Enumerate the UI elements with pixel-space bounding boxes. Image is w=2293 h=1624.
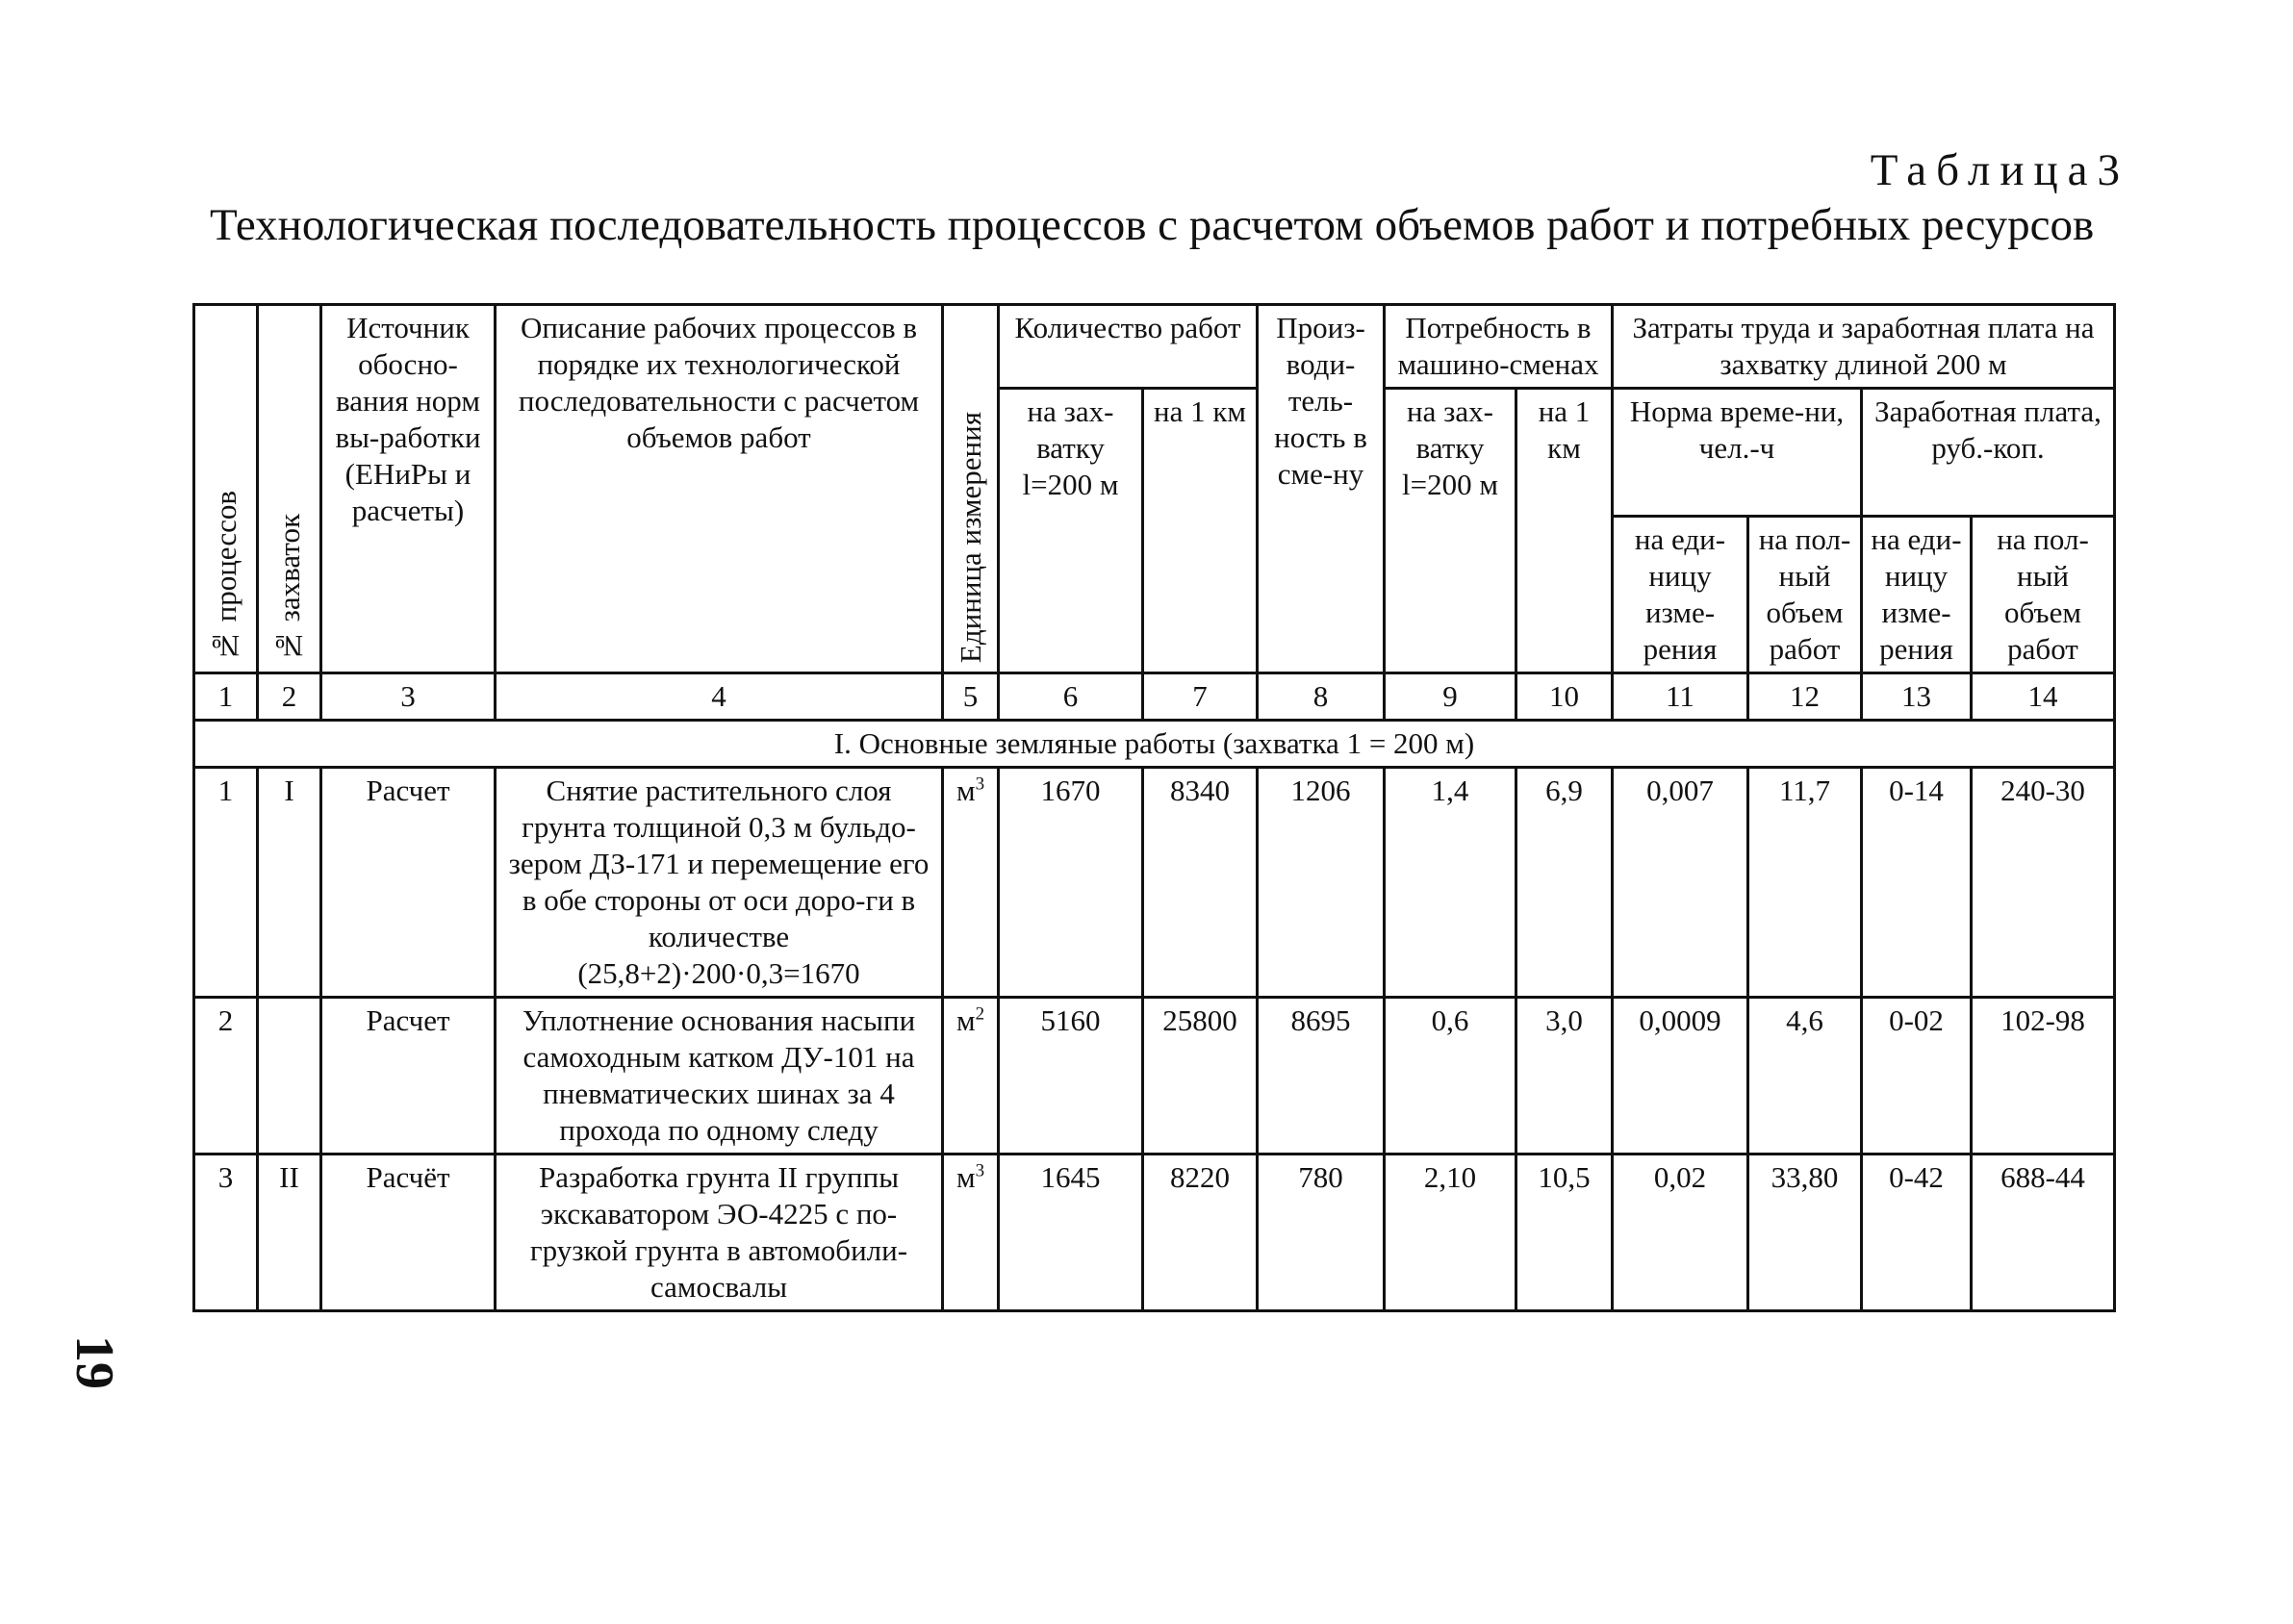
process-number: 1 <box>194 768 258 998</box>
productivity: 1206 <box>1258 768 1385 998</box>
norm-total: 11,7 <box>1748 768 1862 998</box>
process-number: 3 <box>194 1155 258 1311</box>
column-number: 1 <box>194 673 258 721</box>
table-row <box>194 998 2115 1155</box>
productivity: 8695 <box>1258 998 1385 1155</box>
header-machine-km: на 1 км <box>1516 389 1613 673</box>
page-number: 19 <box>64 1335 124 1389</box>
header-quantity-group: Количество работ <box>999 305 1258 389</box>
column-number: 8 <box>1258 673 1385 721</box>
source: Расчет <box>321 768 496 998</box>
column-number: 5 <box>943 673 999 721</box>
unit-exponent: 2 <box>975 1003 985 1025</box>
header-wage-group: Заработная плата, руб.-коп. <box>1862 389 2115 517</box>
header-productivity: Произ-води-тель-ность в сме-ну <box>1258 305 1385 673</box>
wage-unit: 0-14 <box>1862 768 1972 998</box>
unit-exponent: 3 <box>975 1160 985 1181</box>
productivity: 780 <box>1258 1155 1385 1311</box>
header-norm-total: на пол-ный объем работ <box>1748 517 1862 673</box>
header-machine-grip: на зах-ватку l=200 м <box>1385 389 1516 673</box>
section-title: I. Основные земляные работы (захватка 1 = 200 м) <box>194 721 2115 768</box>
column-number: 14 <box>1972 673 2115 721</box>
unit: $м^3$ <box>943 1155 999 1311</box>
header-labor-group: Затраты труда и заработная плата на захватку длиной 200 м <box>1613 305 2115 389</box>
document-title: Технологическая последовательность процессов с расчетом объемов работ и потребных ресурсов <box>210 200 2095 250</box>
description-text: Уплотнение основания насыпи самоходным катком ДУ-101 на пневматических шинах за 4 прохода по одному следу <box>522 1003 916 1147</box>
unit: $м^2$ <box>943 998 999 1155</box>
column-number: 12 <box>1748 673 1862 721</box>
column-number: 3 <box>321 673 496 721</box>
description <box>496 768 943 998</box>
machine-grip: 1,4 <box>1385 768 1516 998</box>
qty-grip: 1670 <box>999 768 1143 998</box>
description-formula: (25,8+2)·200·0,3=1670 <box>577 956 860 990</box>
header-unit: Единица измерения <box>943 305 999 673</box>
header-qty-km: на 1 км <box>1143 389 1258 673</box>
norm-total: 33,80 <box>1748 1155 1862 1311</box>
machine-grip: 0,6 <box>1385 998 1516 1155</box>
header-wage-total: на пол-ный объем работ <box>1972 517 2115 673</box>
qty-grip: 1645 <box>999 1155 1143 1311</box>
header-description: Описание рабочих процессов в порядке их технологической последовательности с расчетом объемов работ <box>496 305 943 673</box>
column-number: 6 <box>999 673 1143 721</box>
header-grip-number: № захваток <box>258 305 321 673</box>
grip-number <box>258 998 321 1155</box>
process-number: 2 <box>194 998 258 1155</box>
grip-number: II <box>258 1155 321 1311</box>
header-source: Источник обосно-вания норм вы-работки (ЕНиРы и расчеты) <box>321 305 496 673</box>
table-row <box>194 768 2115 998</box>
description-text: Разработка грунта II группы экскаватором ЭО-4225 с по-грузкой грунта в автомобили-самосвалы <box>529 1160 908 1304</box>
header-norm-group: Норма време-ни, чел.-ч <box>1613 389 1862 517</box>
qty-km: 8220 <box>1143 1155 1258 1311</box>
unit-exponent: 3 <box>975 774 985 795</box>
wage-total: 688-44 <box>1972 1155 2115 1311</box>
wage-unit: 0-42 <box>1862 1155 1972 1311</box>
norm-unit: 0,007 <box>1613 768 1748 998</box>
column-number: 4 <box>496 673 943 721</box>
wage-total: 102-98 <box>1972 998 2115 1155</box>
table-label: Таблица3 <box>1870 145 2129 195</box>
description <box>496 1155 943 1311</box>
column-number: 10 <box>1516 673 1613 721</box>
header-norm-unit: на еди-ницу изме-рения <box>1613 517 1748 673</box>
wage-total: 240-30 <box>1972 768 2115 998</box>
column-number: 7 <box>1143 673 1258 721</box>
norm-unit: 0,0009 <box>1613 998 1748 1155</box>
header-machine-group: Потребность в машино-сменах <box>1385 305 1613 389</box>
machine-grip: 2,10 <box>1385 1155 1516 1311</box>
wage-unit: 0-02 <box>1862 998 1972 1155</box>
unit: $м^3$ <box>943 768 999 998</box>
section-row <box>194 721 2115 768</box>
source: Расчет <box>321 998 496 1155</box>
qty-km: 8340 <box>1143 768 1258 998</box>
header-process-number: № процессов <box>194 305 258 673</box>
machine-km: 6,9 <box>1516 768 1613 998</box>
qty-km: 25800 <box>1143 998 1258 1155</box>
grip-number: I <box>258 768 321 998</box>
table-row <box>194 1155 2115 1311</box>
norm-unit: 0,02 <box>1613 1155 1748 1311</box>
header-qty-grip: на зах-ватку l=200 м <box>999 389 1143 673</box>
column-number-row <box>194 673 2115 721</box>
process-table <box>192 303 2116 1312</box>
machine-km: 10,5 <box>1516 1155 1613 1311</box>
source: Расчёт <box>321 1155 496 1311</box>
machine-km: 3,0 <box>1516 998 1613 1155</box>
header-wage-unit: на еди-ницу изме-рения <box>1862 517 1972 673</box>
column-number: 9 <box>1385 673 1516 721</box>
column-number: 13 <box>1862 673 1972 721</box>
column-number: 11 <box>1613 673 1748 721</box>
description-text: Снятие растительного слоя грунта толщиной 0,3 м бульдо-зером ДЗ-171 и перемещение его в обе стороны от оси доро-ги в количестве <box>508 774 930 953</box>
qty-grip: 5160 <box>999 998 1143 1155</box>
description <box>496 998 943 1155</box>
column-number: 2 <box>258 673 321 721</box>
norm-total: 4,6 <box>1748 998 1862 1155</box>
header-row-1 <box>194 305 2115 389</box>
